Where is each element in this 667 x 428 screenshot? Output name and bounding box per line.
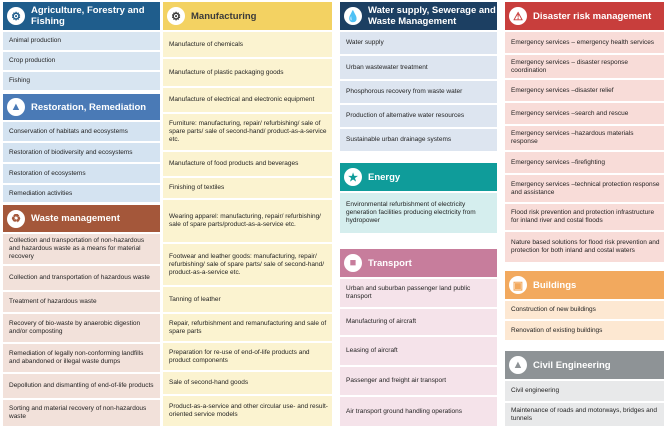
list-item: Depollution and dismantling of end-of-life products [3,374,160,398]
list-item: Collection and transportation of non-hazardous and hazardous waste as a means for material recovery [3,234,160,264]
list-item: Repair, refurbishment and remanufacturing and sale of spare parts [163,314,332,341]
list-item: Emergency services –search and rescue [505,103,664,124]
sector-header-transport [340,249,497,277]
column-3 [340,0,497,428]
list-item: Sorting and material recovery of non-hazardous waste [3,400,160,426]
list-item: Restoration of biodiversity and ecosystems [3,143,160,162]
tractor-icon: ⚙ [7,7,25,25]
column-2 [163,0,332,428]
list-item: Tanning of leather [163,287,332,312]
sector-header-disaster [505,2,664,30]
sector-title: Energy [368,171,401,183]
list-item: Emergency services – emergency health services [505,32,664,53]
list-item: Leasing of aircraft [340,337,497,365]
train-icon: ■ [344,254,362,272]
list-item: Furniture: manufacturing, repair/ refurbishing/ sale of spare parts/ sale of second-hand/ product-as-a-service etc. [163,114,332,150]
list-item: Sustainable urban drainage systems [340,129,497,151]
list-item: Emergency services –technical protection response and assistance [505,175,664,202]
list-item: Passenger and freight air transport [340,367,497,395]
sector-header-manufacturing [163,2,332,30]
list-item: Phosphorous recovery from waste water [340,81,497,103]
list-item: Urban and suburban passenger land public transport [340,279,497,307]
list-item: Nature based solutions for flood risk prevention and protection for both inland and costal waters [505,232,664,262]
sector-title: Agriculture, Forestry and Fishing [31,5,145,27]
column-1 [3,0,160,428]
sector-header-restoration [3,94,160,120]
sector-title: Water supply, Sewerage and Waste Management [368,5,496,27]
list-item: Water supply [340,32,497,54]
list-item: Preparation for re-use of end-of-life products and product components [163,343,332,370]
list-item: Manufacture of electrical and electronic equipment [163,88,332,112]
list-item: Maintenance of roads and motorways, bridges and tunnels [505,403,664,426]
list-item: Treatment of hazardous waste [3,292,160,312]
list-item: Animal production [3,32,160,50]
list-item: Recovery of bio-waste by anaerobic digestion and/or composting [3,314,160,342]
list-item: Crop production [3,52,160,70]
list-item: Remediation of legally non-conforming landfills and abandoned or illegal waste dumps [3,344,160,372]
list-item: Restoration of ecosystems [3,164,160,183]
list-item: Emergency services –hazardous materials response [505,126,664,150]
sector-header-buildings [505,271,664,299]
list-item: Manufacture of food products and beverages [163,152,332,176]
sector-header-agriculture [3,2,160,30]
list-item: Collection and transportation of hazardous waste [3,266,160,290]
water-tap-icon: 💧 [344,7,362,25]
sector-title: Civil Engineering [533,359,611,371]
list-item: Production of alternative water resources [340,105,497,127]
list-item: Construction of new buildings [505,301,664,319]
warning-icon: ⚠ [509,7,527,25]
list-item: Environmental refurbishment of electricity generation facilities producing electricity from hydropower [340,193,497,233]
sector-title: Disaster risk management [533,10,652,22]
list-item: Air transport ground handling operations [340,397,497,426]
list-item: Manufacturing of aircraft [340,309,497,335]
sector-title: Buildings [533,279,577,291]
list-item: Conservation of habitats and ecosystems [3,122,160,141]
list-item: Manufacture of plastic packaging goods [163,59,332,86]
road-icon: ▲ [509,356,527,374]
list-item: Civil engineering [505,381,664,401]
building-icon: ▣ [509,276,527,294]
list-item: Emergency services –firefighting [505,152,664,173]
recycle-icon: ♻ [7,210,25,228]
sector-title: Restoration, Remediation [31,101,147,113]
list-item: Renovation of existing buildings [505,321,664,340]
list-item: Finishing of textiles [163,178,332,198]
sector-title: Waste management [31,213,120,224]
list-item: Footwear and leather goods: manufacturing, repair/ refurbishing/ sale of spare parts/ sale of second-hand/ product-as-a-service etc. [163,244,332,285]
list-item: Wearing apparel: manufacturing, repair/ refurbishing/ sale of spare parts/product-as-a-service etc. [163,200,332,242]
list-item: Emergency services – disaster response coordination [505,55,664,78]
gear-icon: ⚙ [167,7,185,25]
sector-header-water [340,2,497,30]
list-item: Fishing [3,72,160,90]
list-item: Emergency services –disaster relief [505,80,664,101]
list-item: Urban wastewater treatment [340,56,497,79]
list-item: Sale of second-hand goods [163,372,332,394]
list-item: Remediation activities [3,185,160,202]
sector-title: Transport [368,257,412,269]
column-4 [505,0,664,428]
sector-header-waste [3,205,160,232]
list-item: Manufacture of chemicals [163,32,332,57]
list-item: Flood risk prevention and protection infrastructure for inland river and costal floods [505,204,664,230]
sector-header-energy [340,163,497,191]
landscape-icon: ▲ [7,98,25,116]
sector-header-civil [505,351,664,379]
sector-title: Manufacturing [191,10,257,22]
list-item: Product-as-a-service and other circular use- and result-oriented service models [163,396,332,426]
lightbulb-icon: ★ [344,168,362,186]
